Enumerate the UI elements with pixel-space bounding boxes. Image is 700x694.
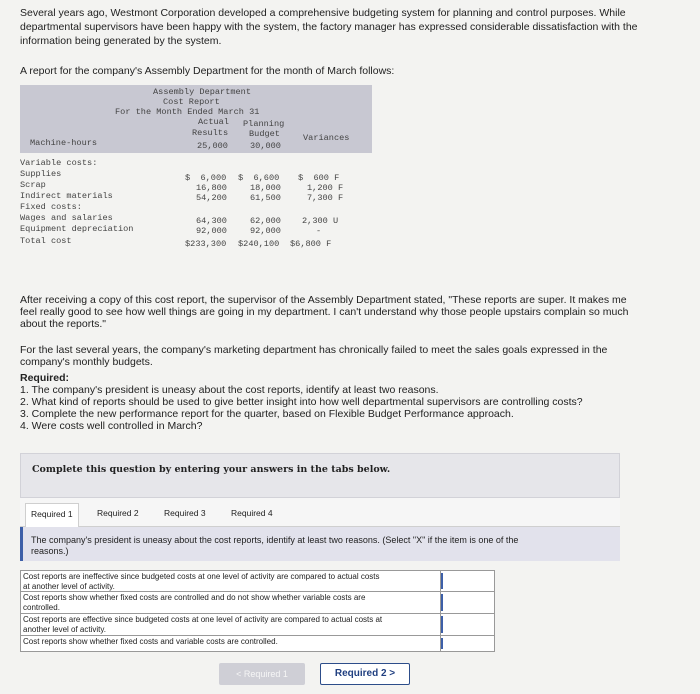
- option-row: [20, 614, 495, 636]
- tab-required-2[interactable]: Required 2: [97, 508, 139, 518]
- next-required-button[interactable]: Required 2 >: [320, 663, 410, 685]
- after-line-3: about the reports.": [20, 318, 107, 330]
- machine-hours-label: Machine-hours: [30, 138, 98, 148]
- col-actual-2: Results: [192, 128, 229, 138]
- report-title-3: For the Month Ended March 31: [115, 107, 260, 117]
- row-budget-scrap: 18,000: [250, 183, 281, 193]
- report-title-1: Assembly Department: [153, 87, 251, 97]
- option-text-line-1: Cost reports show whether fixed costs are controlled and do not show whether variable costs are: [23, 593, 366, 602]
- intro-line-3: information being generated by the system.: [20, 35, 222, 47]
- marketing-line-1: For the last several years, the company's marketing department has chronically failed to meet the sales goals expressed in the: [20, 344, 608, 356]
- row-variance-wages: 2,300 U: [302, 216, 339, 226]
- report-title-2: Cost Report: [163, 97, 220, 107]
- required-item-3: 3. Complete the new performance report for the quarter, based on Flexible Budget Performance approach.: [20, 408, 514, 420]
- option-text: [21, 571, 441, 591]
- col-planning-2: Budget: [249, 129, 280, 139]
- option-text-line-1: Cost reports are ineffective since budgeted costs at one level of activity are compared to actual costs: [23, 572, 380, 581]
- after-line-1: After receiving a copy of this cost report, the supervisor of the Assembly Department stated, "These reports are super. It makes me: [20, 294, 627, 306]
- option-text: [21, 614, 441, 635]
- option-answer-input[interactable]: [441, 592, 494, 613]
- row-variance-supplies: $ 600 F: [298, 173, 340, 183]
- tab-required-4[interactable]: Required 4: [231, 508, 273, 518]
- marketing-line-2: company's monthly budgets.: [20, 356, 153, 368]
- option-answer-input[interactable]: [441, 636, 494, 651]
- option-text: [21, 592, 441, 613]
- row-variance-indirect-materials: 7,300 F: [307, 193, 344, 203]
- col-planning-1: Planning: [243, 119, 285, 129]
- required-heading: Required:: [20, 372, 70, 384]
- row-actual-wages: 64,300: [196, 216, 227, 226]
- prev-required-button[interactable]: < Required 1: [219, 663, 305, 685]
- row-label-wages: Wages and salaries: [20, 213, 113, 223]
- col-actual-1: Actual: [198, 117, 229, 127]
- option-text-line-1: Cost reports are effective since budgeted costs at one level of activity are compared to actual costs at: [23, 615, 383, 624]
- report-intro: A report for the company's Assembly Department for the month of March follows:: [20, 65, 395, 77]
- row-actual-indirect-materials: 54,200: [196, 193, 227, 203]
- tab-required-3[interactable]: Required 3: [164, 508, 206, 518]
- required-item-4: 4. Were costs well controlled in March?: [20, 420, 203, 432]
- total-cost-variance: $6,800 F: [290, 239, 332, 249]
- intro-line-1: Several years ago, Westmont Corporation developed a comprehensive budgeting system for planning and control purposes. While: [20, 7, 626, 19]
- row-actual-scrap: 16,800: [196, 183, 227, 193]
- option-text-line-2: another level of activity.: [23, 624, 107, 634]
- row-variance-depreciation: -: [316, 226, 322, 236]
- row-budget-wages: 62,000: [250, 216, 281, 226]
- option-answer-input[interactable]: [441, 614, 494, 635]
- variable-costs-label: Variable costs:: [20, 158, 98, 168]
- option-text-line-2: controlled.: [23, 602, 60, 612]
- option-text-line-2: at another level of activity.: [23, 581, 115, 591]
- row-variance-scrap: 1,200 F: [307, 183, 344, 193]
- question-line-1: The company's president is uneasy about the cost reports, identify at least two reasons. (Select "X" if the item is one of the: [31, 535, 519, 545]
- question-box: [20, 527, 620, 561]
- machine-hours-actual: 25,000: [197, 141, 228, 151]
- option-row: [20, 570, 495, 592]
- required-item-2: 2. What kind of reports should be used to give better insight into how well departmental supervisors are controlling costs?: [20, 396, 583, 408]
- total-cost-budget: $240,100: [238, 239, 280, 249]
- row-label-depreciation: Equipment depreciation: [20, 224, 134, 234]
- option-text: [21, 636, 441, 651]
- tab-required-1[interactable]: Required 1: [25, 503, 79, 527]
- row-actual-depreciation: 92,000: [196, 226, 227, 236]
- options-table: [20, 570, 495, 652]
- row-label-supplies: Supplies: [20, 169, 62, 179]
- col-variances: Variances: [303, 133, 350, 143]
- instructions-text: Complete this question by entering your answers in the tabs below.: [32, 464, 391, 475]
- option-answer-input[interactable]: [441, 571, 494, 591]
- option-row: [20, 636, 495, 652]
- machine-hours-budget: 30,000: [250, 141, 281, 151]
- row-budget-indirect-materials: 61,500: [250, 193, 281, 203]
- after-line-2: feel really good to see how well things are going in my department. I can't understand why those people upstairs complain so much: [20, 306, 629, 318]
- fixed-costs-label: Fixed costs:: [20, 202, 82, 212]
- row-label-scrap: Scrap: [20, 180, 46, 190]
- total-cost-actual: $233,300: [185, 239, 227, 249]
- tab-bar: [20, 498, 620, 527]
- option-row: [20, 592, 495, 614]
- total-cost-label: Total cost: [20, 236, 72, 246]
- required-item-1: 1. The company's president is uneasy about the cost reports, identify at least two reasons.: [20, 384, 439, 396]
- question-line-2: reasons.): [31, 546, 69, 556]
- instructions-panel: [20, 453, 620, 498]
- row-actual-supplies: $ 6,000: [185, 173, 227, 183]
- intro-line-2: departmental supervisors have been happy with the system, the factory manager has expressed considerable dissatisfaction with the: [20, 21, 638, 33]
- option-text-line-1: Cost reports show whether fixed costs and variable costs are controlled.: [23, 637, 278, 646]
- row-budget-depreciation: 92,000: [250, 226, 281, 236]
- row-label-indirect-materials: Indirect materials: [20, 191, 113, 201]
- cost-report: [20, 85, 372, 253]
- row-budget-supplies: $ 6,600: [238, 173, 280, 183]
